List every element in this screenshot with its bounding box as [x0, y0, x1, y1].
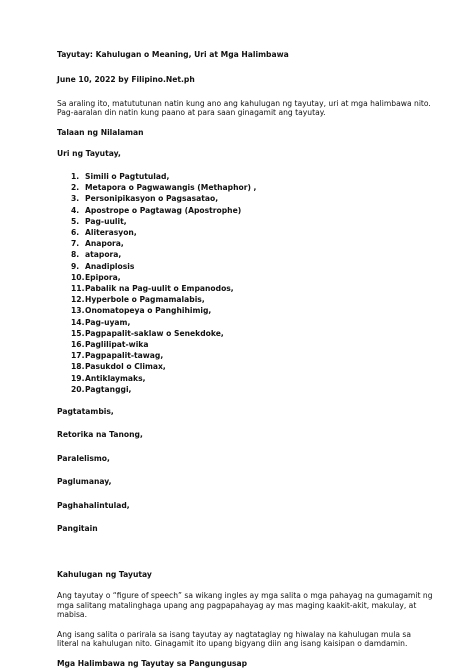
list-item-label: atapora, [85, 250, 122, 260]
list-item-label: Apostrope o Pagtawag (Apostrophe) [85, 205, 242, 215]
types-heading: Uri ng Tayutay, [57, 149, 121, 159]
list-item-label: Paglilipat-wika [85, 339, 149, 349]
list-item-label: Pagpapalit-saklaw o Senekdoke, [85, 328, 224, 338]
list-item-number: 13. [71, 306, 85, 316]
list-item-label: Pag-uyam, [85, 317, 131, 327]
list-item[interactable] [71, 317, 434, 328]
list-item[interactable] [71, 272, 434, 283]
list-item-number: 17. [71, 351, 85, 361]
list-item[interactable] [71, 227, 434, 238]
list-item[interactable] [71, 205, 434, 216]
list-item-number: 18. [71, 362, 85, 372]
list-item[interactable] [71, 361, 434, 372]
list-item-number: 11. [71, 283, 85, 293]
extra-item-pangitain: Pangitain [57, 524, 98, 534]
extra-item-retorika: Retorika na Tanong, [57, 430, 143, 440]
list-item[interactable] [71, 182, 434, 193]
list-item-label: Onomatopeya o Panghihimig, [85, 306, 212, 316]
list-item-number: 4. [71, 205, 80, 215]
types-list [57, 171, 434, 395]
list-item[interactable] [71, 350, 434, 361]
list-item[interactable] [71, 384, 434, 395]
date-byline: June 10, 2022 by Filipino.Net.ph [57, 75, 195, 85]
meaning-heading: Kahulugan ng Tayutay [57, 569, 152, 579]
list-item-label: Pabalik na Pag-uulit o Empanodos, [85, 283, 234, 293]
list-item-label: Antiklaymaks, [85, 373, 146, 383]
list-item-label: Hyperbole o Pagmamalabis, [85, 295, 205, 305]
extra-item-paglumanay: Paglumanay, [57, 477, 112, 487]
list-item-label: Aliterasyon, [85, 227, 137, 237]
list-item-number: 16. [71, 339, 85, 349]
list-item[interactable] [71, 171, 434, 182]
spacer [57, 548, 434, 570]
list-item[interactable] [71, 305, 434, 316]
list-item-number: 15. [71, 328, 85, 338]
list-item-label: Pasukdol o Climax, [85, 362, 166, 372]
list-item-label: Pag-uulit, [85, 216, 127, 226]
document-title: Tayutay: Kahulugan o Meaning, Uri at Mga Halimbawa [57, 50, 289, 59]
meaning-paragraph-2: Ang isang salita o parirala sa isang tayutay ay nagtataglay ng hiwalay na kahulugan mula sa literal na kahulugan nito. Ginagamit ito upang bigyang diin ang isang kaisipan o damdamin. [57, 629, 412, 649]
list-item[interactable] [71, 339, 434, 350]
list-item-number: 1. [71, 171, 80, 181]
list-item-number: 20. [71, 384, 85, 394]
list-item-number: 8. [71, 250, 80, 260]
examples-heading: Mga Halimbawa ng Tayutay sa Pangungusap [57, 658, 248, 668]
list-item-label: Epipora, [85, 272, 121, 282]
list-item-number: 7. [71, 239, 80, 249]
list-item-label: Metapora o Pagwawangis (Methaphor) , [85, 183, 257, 193]
list-item[interactable] [71, 294, 434, 305]
list-item-label: Pagtanggi, [85, 384, 132, 394]
list-item-label: Anapora, [85, 239, 124, 249]
list-item-number: 12. [71, 295, 85, 305]
list-item-label: Anadiplosis [85, 261, 135, 271]
intro-paragraph: Sa araling ito, matututunan natin kung ano ang kahulugan ng tayutay, uri at mga halimbawa nito. Pag-aaralan din natin kung paano at para saan ginagamit ang tayutay. [57, 98, 431, 118]
list-item-number: 9. [71, 261, 80, 271]
list-item[interactable] [71, 328, 434, 339]
list-item[interactable] [71, 249, 434, 260]
list-item[interactable] [71, 261, 434, 272]
meaning-paragraph-1: Ang tayutay o “figure of speech” sa wikang ingles ay mga salita o mga pahayag na gumagamit ng mga salitang matalinghaga upang ang pagpapahayag ay mas maging kaakit-akit, makulay, at mabisa. [57, 591, 433, 620]
list-item-number: 14. [71, 317, 85, 327]
list-item-number: 6. [71, 227, 80, 237]
extra-item-pagtatambis: Pagtatambis, [57, 406, 114, 416]
list-item[interactable] [71, 193, 434, 204]
extra-item-paralelismo: Paralelismo, [57, 453, 110, 463]
list-item[interactable] [71, 238, 434, 249]
list-item-number: 2. [71, 183, 80, 193]
list-item-number: 3. [71, 194, 80, 204]
list-item[interactable] [71, 283, 434, 294]
list-item[interactable] [71, 373, 434, 384]
extra-item-paghahalintulad: Paghahalintulad, [57, 500, 130, 510]
list-item-label: Pagpapalit-tawag, [85, 351, 164, 361]
list-item[interactable] [71, 216, 434, 227]
list-item-number: 19. [71, 373, 85, 383]
list-item-number: 5. [71, 216, 80, 226]
toc-heading: Talaan ng Nilalaman [57, 127, 144, 137]
list-item-label: Personipikasyon o Pagsasatao, [85, 194, 219, 204]
list-item-number: 10. [71, 272, 85, 282]
list-item-label: Simili o Pagtutulad, [85, 171, 170, 181]
